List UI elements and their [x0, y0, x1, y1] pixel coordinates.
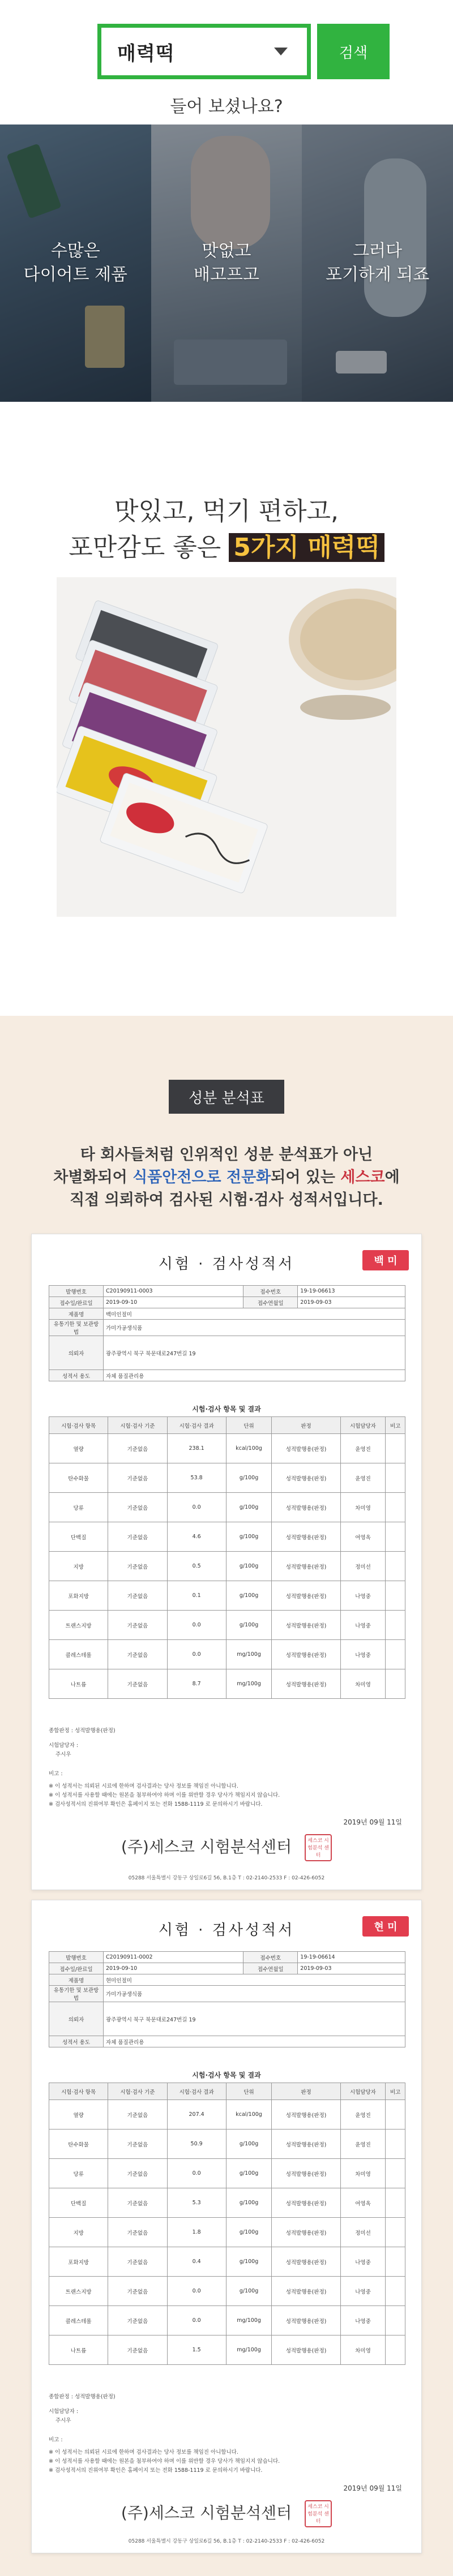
info-label: 제품명	[49, 1974, 104, 1986]
remark-line: ※ 검사성적서의 진위여부 확인은 홈페이지 또는 전화 1588-1119 로 문의하시기 바랍니다.	[49, 1801, 263, 1808]
table-cell: 성적발행용(판정)	[272, 1463, 340, 1493]
hero-panel-diet-products	[0, 124, 151, 402]
analysis-section	[0, 1016, 453, 2576]
table-cell: 탄수화물	[49, 1463, 108, 1493]
info-label: 접수일/완료일	[49, 1963, 104, 1974]
table-cell: 0.1	[167, 1581, 226, 1611]
table-cell: 기준없음	[108, 2218, 167, 2247]
table-cell: 기준없음	[108, 2130, 167, 2159]
table-cell: 트랜스지방	[49, 1611, 108, 1640]
headline-highlight: 5가지 매력떡	[229, 533, 384, 562]
info-label: 의뢰자	[49, 1336, 104, 1370]
table-cell: 기준없음	[108, 2159, 167, 2188]
column-header: 시험·검사 항목	[49, 2083, 108, 2100]
table-cell: 0.5	[167, 1552, 226, 1581]
remark-line: ※ 이 성적서는 의뢰된 시료에 한하며 검사결과는 당사 정보를 책임진 아니합니다.	[49, 1783, 238, 1789]
results-title: 시험·검사 항목 및 결과	[192, 1405, 261, 1413]
table-cell: 207.4	[167, 2100, 226, 2130]
table-cell	[386, 1611, 405, 1640]
table-cell	[386, 2247, 405, 2277]
search-button[interactable]: 검색	[317, 24, 390, 79]
description-text: 에	[384, 1169, 400, 1186]
seal-stamp-icon: 세스코 시험분석 센터	[305, 1834, 332, 1861]
table-row	[49, 1669, 405, 1699]
table-cell: g/100g	[226, 2277, 272, 2306]
column-header: 판정	[272, 2083, 340, 2100]
table-cell: g/100g	[226, 1493, 272, 1522]
table-cell	[386, 1552, 405, 1581]
table-cell: 나영중	[340, 1640, 386, 1669]
table-cell: 성적발행용(판정)	[272, 2306, 340, 2335]
search-select-value: 매력떡	[117, 42, 175, 65]
table-cell	[386, 1463, 405, 1493]
remark-line: ※ 검사성적서의 진위여부 확인은 홈페이지 또는 전화 1588-1119 로 문의하시기 바랍니다.	[49, 2467, 263, 2474]
table-cell: g/100g	[226, 1611, 272, 1640]
report-title: 시험 · 검사성적서	[158, 1256, 295, 1273]
table-row	[49, 2100, 405, 2130]
table-cell: 나트륨	[49, 1669, 108, 1699]
table-cell: 포화지방	[49, 2247, 108, 2277]
table-cell	[386, 1581, 405, 1611]
table-cell: 나영중	[340, 1581, 386, 1611]
table-cell: 포화지방	[49, 1581, 108, 1611]
table-cell: 콜레스테롤	[49, 2306, 108, 2335]
note-label: 시험담당자 :	[49, 2408, 79, 2415]
info-value: 2019-09-03	[298, 1297, 405, 1308]
table-row	[49, 1463, 405, 1493]
table-row	[49, 1493, 405, 1522]
table-cell: 단백질	[49, 1522, 108, 1552]
column-header: 시험·검사 항목	[49, 1417, 108, 1434]
table-cell: 성적발행용(판정)	[272, 1669, 340, 1699]
table-cell: 탄수화물	[49, 2130, 108, 2159]
table-cell: 성적발행용(판정)	[272, 2130, 340, 2159]
info-value: 2019-09-03	[298, 1963, 405, 1974]
table-cell	[386, 1434, 405, 1463]
table-cell: 0.0	[167, 2159, 226, 2188]
table-cell: 기준없음	[108, 1522, 167, 1552]
column-header: 시험·검사 결과	[167, 1417, 226, 1434]
table-cell	[386, 2100, 405, 2130]
table-cell: 기준없음	[108, 1552, 167, 1581]
results-title: 시험·검사 항목 및 결과	[192, 2071, 261, 2079]
table-cell: 열량	[49, 1434, 108, 1463]
table-row	[49, 2247, 405, 2277]
rice-cake-packs-image	[57, 577, 396, 917]
remarks-label: 비고 :	[49, 2437, 63, 2443]
table-row	[49, 2277, 405, 2306]
table-cell: 성적발행용(판정)	[272, 1434, 340, 1463]
description-text: 되어 있는	[271, 1169, 335, 1186]
table-cell: 성적발행용(판정)	[272, 1522, 340, 1552]
section-title: 성분 분석표	[169, 1080, 284, 1114]
panel-caption-line: 그러다	[353, 241, 403, 261]
headline-text: 포만감도 좋은	[69, 533, 221, 562]
report-organization	[32, 2500, 421, 2527]
column-header: 판정	[272, 1417, 340, 1434]
remarks-label: 비고 :	[49, 1771, 63, 1777]
table-cell: 성적발행용(판정)	[272, 1640, 340, 1669]
table-cell: 기준없음	[108, 1434, 167, 1463]
seal-stamp-icon: 세스코 시험분석 센터	[305, 2500, 332, 2527]
hero-panel-hungry	[151, 124, 302, 402]
table-cell: 정미선	[340, 1552, 386, 1581]
results-table	[49, 2083, 405, 2365]
remark-line: ※ 이 성적서를 사용할 때에는 원본을 첨부하여야 하며 이를 위반할 경우 당사가 책임지지 않습니다.	[49, 1792, 280, 1798]
table-cell: 기준없음	[108, 2100, 167, 2130]
info-value: 가미가공생식품	[104, 1986, 405, 2002]
table-cell: g/100g	[226, 2130, 272, 2159]
table-cell: 0.0	[167, 1611, 226, 1640]
panel-caption-line: 포기하게 되죠	[325, 265, 430, 285]
table-row	[49, 2188, 405, 2218]
conclusion-text: 종합판정 : 성적발행용(판정)	[49, 1728, 116, 1734]
table-cell: 윤영진	[340, 2100, 386, 2130]
table-cell: 50.9	[167, 2130, 226, 2159]
table-cell: 나영중	[340, 2277, 386, 2306]
intro-headline	[0, 493, 453, 566]
info-value: 백미인절미	[104, 1308, 405, 1320]
table-cell: 나영중	[340, 2247, 386, 2277]
table-cell: g/100g	[226, 1463, 272, 1493]
table-cell	[386, 2188, 405, 2218]
panel-caption	[24, 239, 127, 287]
table-cell: 성적발행용(판정)	[272, 2159, 340, 2188]
remark-line: ※ 이 성적서를 사용할 때에는 원본을 첨부하여야 하며 이를 위반할 경우 당사가 책임지지 않습니다.	[49, 2458, 280, 2465]
table-cell: mg/100g	[226, 2335, 272, 2365]
info-value: 자체 품질관리용	[104, 1370, 405, 1381]
panel-caption-line: 맛없고	[202, 241, 251, 261]
table-cell: 성적발행용(판정)	[272, 2188, 340, 2218]
table-cell: 1.8	[167, 2218, 226, 2247]
hero-panel-give-up	[302, 124, 453, 402]
table-row	[49, 2306, 405, 2335]
report-date: 2019년 09월 11일	[343, 2484, 402, 2492]
table-row	[49, 2130, 405, 2159]
report-badge: 백 미	[362, 1250, 409, 1270]
info-label: 발행번호	[49, 1952, 104, 1963]
table-cell: 성적발행용(판정)	[272, 2100, 340, 2130]
table-cell: 0.0	[167, 1640, 226, 1669]
analysis-description	[0, 1144, 453, 1212]
report-date: 2019년 09월 11일	[343, 1818, 402, 1826]
column-header: 단위	[226, 1417, 272, 1434]
table-cell: 성적발행용(판정)	[272, 2335, 340, 2365]
table-cell: 기준없음	[108, 1669, 167, 1699]
table-cell: g/100g	[226, 1522, 272, 1552]
description-line: 타 회사들처럼 인위적인 성분 분석표가 아닌	[80, 1146, 373, 1164]
table-cell	[386, 1640, 405, 1669]
panel-caption	[194, 239, 259, 287]
table-cell	[386, 1522, 405, 1552]
table-cell: 0.0	[167, 1493, 226, 1522]
info-value: 19-19-06613	[298, 1286, 405, 1297]
panel-caption-line: 배고프고	[194, 265, 259, 285]
info-value: 자체 품질관리용	[104, 2036, 405, 2047]
description-emphasis: 식품안전으로 전문화	[133, 1169, 271, 1186]
info-value: 광주광역시 북구 북문대로247번길 19	[104, 2002, 405, 2036]
info-value: C20190911-0002	[104, 1952, 243, 1963]
table-cell: g/100g	[226, 1581, 272, 1611]
table-row	[49, 1552, 405, 1581]
report-organization	[32, 1834, 421, 1861]
report-title: 시험 · 검사성적서	[158, 1922, 295, 1939]
table-cell: 기준없음	[108, 2188, 167, 2218]
organization-name: (주)세스코 시험분석센터	[121, 2504, 292, 2522]
note-value: 주시우	[55, 2418, 71, 2424]
table-cell: 성적발행용(판정)	[272, 1581, 340, 1611]
table-cell: 지방	[49, 1552, 108, 1581]
report-notes	[49, 2393, 405, 2475]
table-row	[49, 1581, 405, 1611]
headline-line: 맛있고, 먹기 편하고,	[114, 497, 339, 526]
report-notes	[49, 1727, 405, 1809]
description-line: 직접 의뢰하여 검사된 시험·검사 성적서입니다.	[70, 1191, 383, 1209]
description-text: 차별화되어	[53, 1169, 127, 1186]
table-cell: 5.3	[167, 2188, 226, 2218]
column-header: 단위	[226, 2083, 272, 2100]
table-cell: 53.8	[167, 1463, 226, 1493]
info-label: 성적서 용도	[49, 1370, 104, 1381]
table-cell: 윤영진	[340, 2130, 386, 2159]
product-photo	[57, 577, 396, 917]
table-cell: 나영중	[340, 2306, 386, 2335]
info-value: 광주광역시 북구 북문대로247번길 19	[104, 1336, 405, 1370]
table-cell: 차미영	[340, 2335, 386, 2365]
column-header: 시험담당자	[340, 1417, 386, 1434]
table-cell: mg/100g	[226, 1640, 272, 1669]
table-cell: 성적발행용(판정)	[272, 1611, 340, 1640]
table-cell: 차미영	[340, 2159, 386, 2188]
hero-panels	[0, 124, 453, 402]
table-cell: 1.5	[167, 2335, 226, 2365]
info-label: 접수연월일	[243, 1297, 298, 1308]
table-cell	[386, 2335, 405, 2365]
headline-line	[0, 530, 453, 566]
table-cell: 성적발행용(판정)	[272, 2247, 340, 2277]
info-value: 2019-09-10	[104, 1297, 243, 1308]
report-info-table	[49, 1285, 405, 1381]
info-label: 제품명	[49, 1308, 104, 1320]
table-row	[49, 2218, 405, 2247]
table-cell: g/100g	[226, 2188, 272, 2218]
table-row	[49, 1522, 405, 1552]
table-cell: 단백질	[49, 2188, 108, 2218]
table-cell: 0.0	[167, 2306, 226, 2335]
table-cell: 성적발행용(판정)	[272, 1552, 340, 1581]
table-cell: 기준없음	[108, 1581, 167, 1611]
table-cell: mg/100g	[226, 1669, 272, 1699]
table-cell	[386, 2159, 405, 2188]
table-cell: 기준없음	[108, 1640, 167, 1669]
table-cell: 당류	[49, 1493, 108, 1522]
table-cell: 성적발행용(판정)	[272, 2277, 340, 2306]
table-cell	[386, 2218, 405, 2247]
table-cell: 기준없음	[108, 1493, 167, 1522]
table-cell: 여영옥	[340, 1522, 386, 1552]
table-cell: g/100g	[226, 2159, 272, 2188]
table-row	[49, 1640, 405, 1669]
info-label: 의뢰자	[49, 2002, 104, 2036]
conclusion-text: 종합판정 : 성적발행용(판정)	[49, 2394, 116, 2400]
results-table	[49, 1416, 405, 1699]
report-footer: 05288 서울특별시 강동구 상일로6길 56, B.1층 T : 02-2140-2533 F : 02-426-6052	[128, 1875, 325, 1881]
panel-caption-line: 수많은	[50, 241, 100, 261]
table-cell: 차미영	[340, 1669, 386, 1699]
search-bar	[0, 0, 453, 85]
table-cell: g/100g	[226, 2247, 272, 2277]
table-cell: 0.0	[167, 2277, 226, 2306]
table-cell: 나영중	[340, 1611, 386, 1640]
table-cell: 4.6	[167, 1522, 226, 1552]
column-header: 시험·검사 기준	[108, 1417, 167, 1434]
table-cell: 지방	[49, 2218, 108, 2247]
info-label: 유통기한 및 보관방법	[49, 1986, 104, 2002]
info-label: 접수연월일	[243, 1963, 298, 1974]
table-cell	[386, 2306, 405, 2335]
note-value: 주시우	[55, 1751, 71, 1758]
report-badge: 현 미	[362, 1916, 409, 1937]
table-row	[49, 1434, 405, 1463]
column-header: 시험담당자	[340, 2083, 386, 2100]
info-value: 19-19-06614	[298, 1952, 405, 1963]
table-cell: 차미영	[340, 1493, 386, 1522]
table-cell: 기준없음	[108, 2306, 167, 2335]
info-value: C20190911-0003	[104, 1286, 243, 1297]
table-cell: 8.7	[167, 1669, 226, 1699]
info-value: 2019-09-10	[104, 1963, 243, 1974]
note-label: 시험담당자 :	[49, 1742, 79, 1749]
column-header: 시험·검사 결과	[167, 2083, 226, 2100]
table-cell: 당류	[49, 2159, 108, 2188]
description-line	[0, 1166, 453, 1189]
table-cell: 기준없음	[108, 2277, 167, 2306]
report-footer: 05288 서울특별시 강동구 상일로6길 56, B.1층 T : 02-2140-2533 F : 02-426-6052	[128, 2539, 325, 2544]
table-cell: kcal/100g	[226, 2100, 272, 2130]
panel-caption	[326, 239, 429, 287]
info-label: 접수번호	[243, 1952, 298, 1963]
table-cell: mg/100g	[226, 2306, 272, 2335]
info-label: 성적서 용도	[49, 2036, 104, 2047]
organization-name: (주)세스코 시험분석센터	[121, 1837, 292, 1856]
table-row	[49, 2335, 405, 2365]
hero-question: 들어 보셨나요?	[170, 97, 283, 117]
table-cell: 윤영진	[340, 1434, 386, 1463]
table-cell: kcal/100g	[226, 1434, 272, 1463]
table-cell: 238.1	[167, 1434, 226, 1463]
info-label: 접수번호	[243, 1286, 298, 1297]
info-value: 가미가공생식품	[104, 1320, 405, 1336]
column-header: 시험·검사 기준	[108, 2083, 167, 2100]
table-cell: 기준없음	[108, 1463, 167, 1493]
info-label: 접수일/완료일	[49, 1297, 104, 1308]
info-value: 현미인절미	[104, 1974, 405, 1986]
test-report-card	[31, 1900, 422, 2553]
table-cell: 열량	[49, 2100, 108, 2130]
table-cell	[386, 1493, 405, 1522]
remark-line: ※ 이 성적서는 의뢰된 시료에 한하며 검사결과는 당사 정보를 책임진 아니합니다.	[49, 2449, 238, 2455]
test-report-card	[31, 1234, 422, 1890]
table-cell: 정미선	[340, 2218, 386, 2247]
info-label: 유통기한 및 보관방법	[49, 1320, 104, 1336]
table-cell: 기준없음	[108, 2335, 167, 2365]
table-cell: 0.4	[167, 2247, 226, 2277]
table-cell: g/100g	[226, 2218, 272, 2247]
column-header: 비고	[386, 1417, 405, 1434]
table-cell: g/100g	[226, 1552, 272, 1581]
info-label: 발행번호	[49, 1286, 104, 1297]
table-cell	[386, 2130, 405, 2159]
table-cell: 콜레스테롤	[49, 1640, 108, 1669]
table-cell	[386, 2277, 405, 2306]
table-row	[49, 2159, 405, 2188]
table-cell: 기준없음	[108, 1611, 167, 1640]
table-cell	[386, 1669, 405, 1699]
table-row	[49, 1611, 405, 1640]
table-cell: 트랜스지방	[49, 2277, 108, 2306]
table-cell: 기준없음	[108, 2247, 167, 2277]
panel-caption-line: 다이어트 제품	[23, 265, 128, 285]
table-cell: 여영옥	[340, 2188, 386, 2218]
search-select[interactable]	[97, 24, 311, 79]
table-cell: 성적발행용(판정)	[272, 1493, 340, 1522]
table-cell: 성적발행용(판정)	[272, 2218, 340, 2247]
column-header: 비고	[386, 2083, 405, 2100]
chevron-down-icon[interactable]	[274, 48, 288, 55]
intro-section	[0, 402, 453, 1016]
table-cell: 나트륨	[49, 2335, 108, 2365]
report-info-table	[49, 1951, 405, 2047]
description-emphasis: 세스코	[340, 1169, 385, 1186]
table-cell: 윤영진	[340, 1463, 386, 1493]
